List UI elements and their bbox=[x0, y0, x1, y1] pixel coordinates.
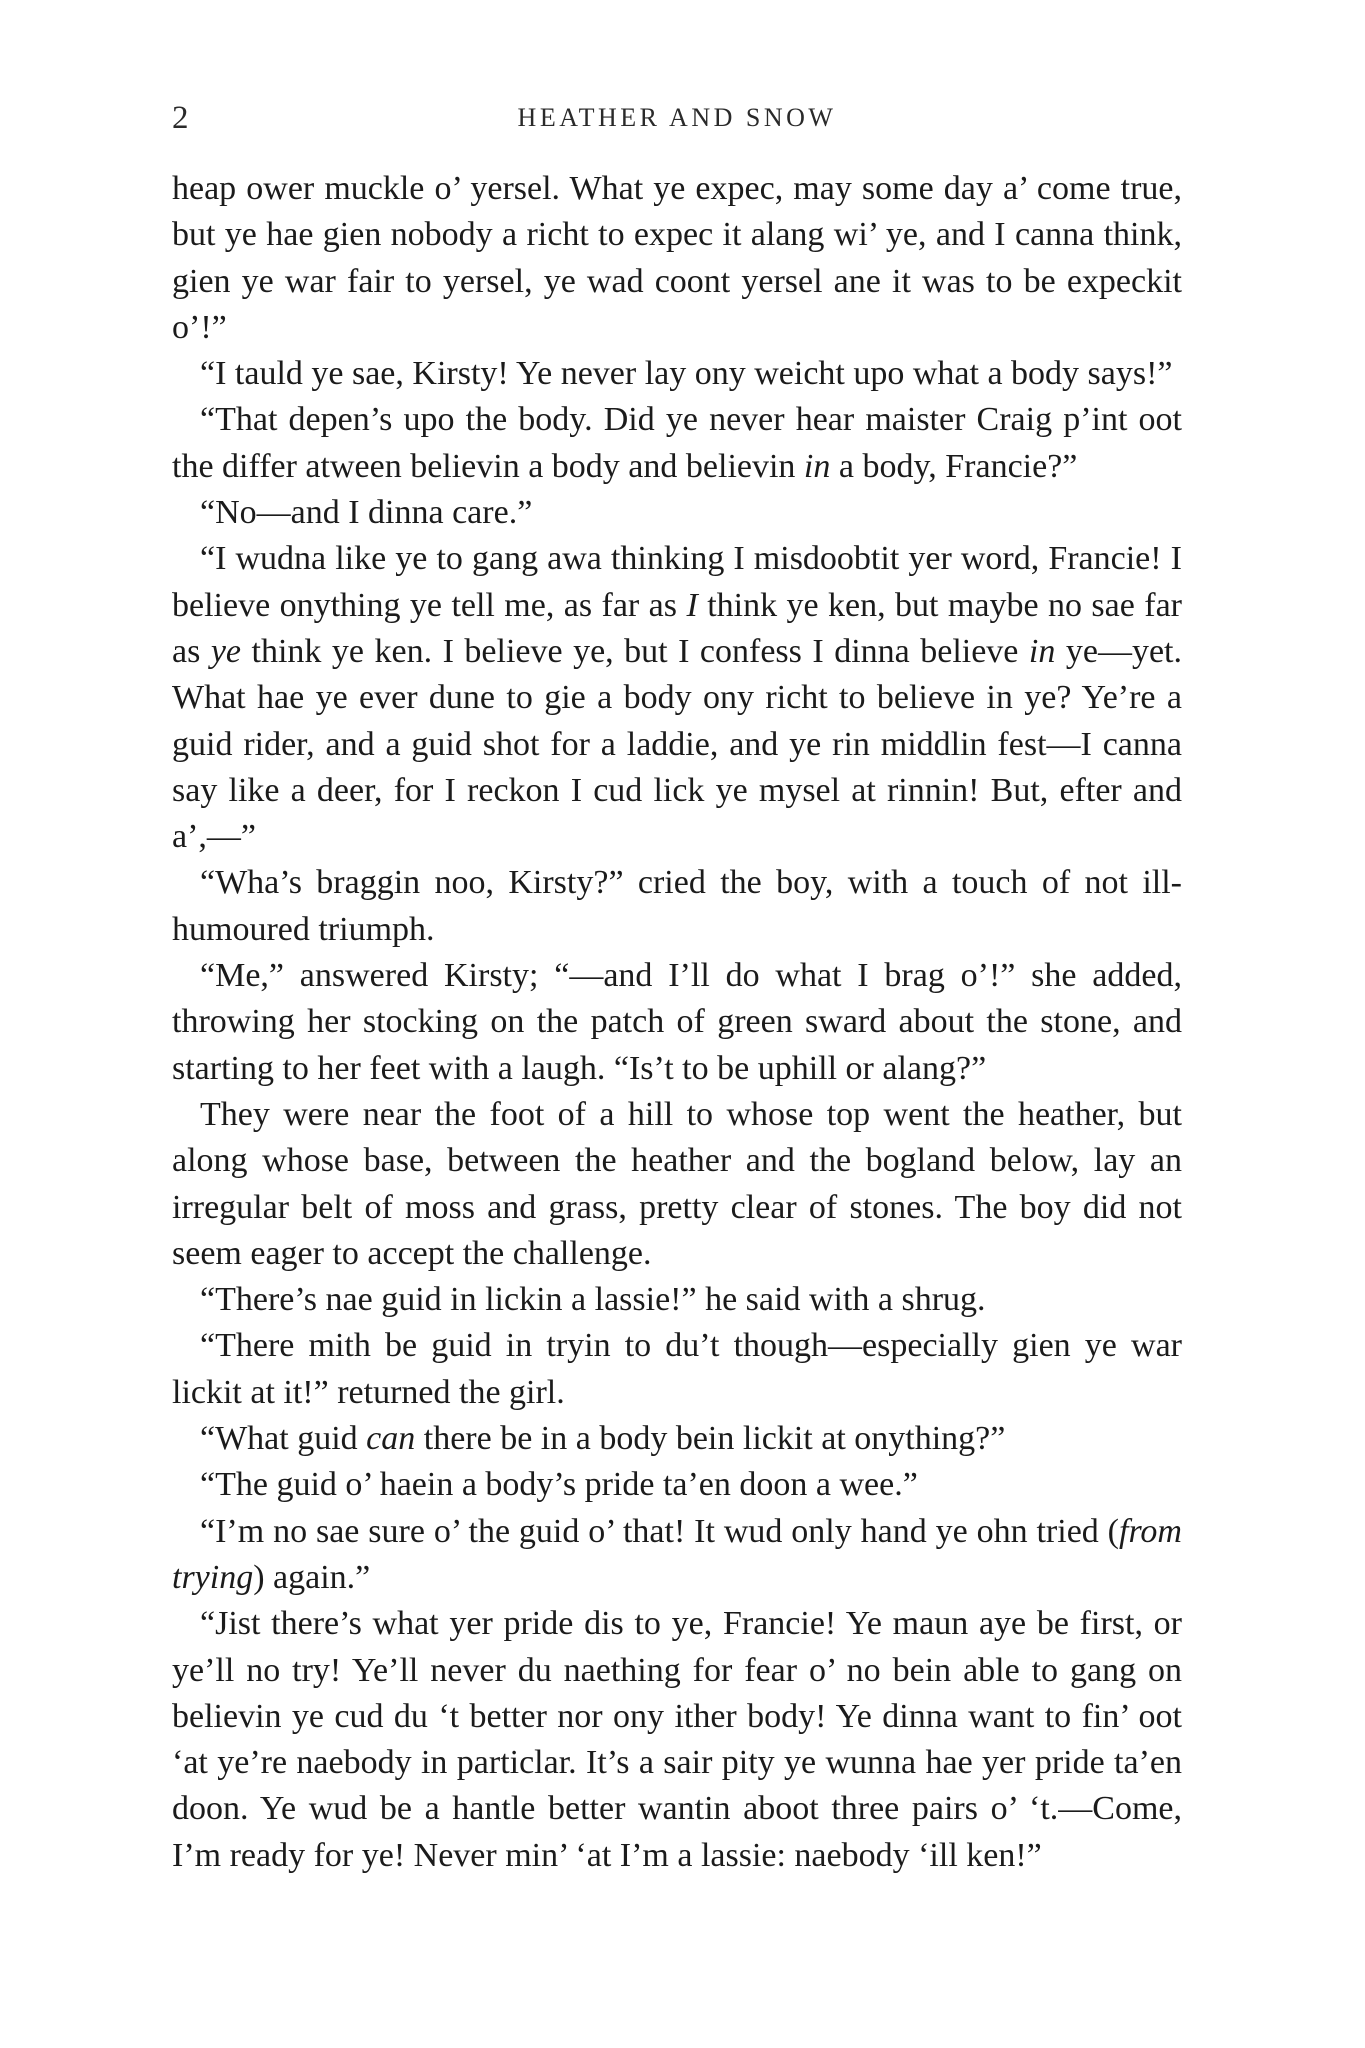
text-run: “That depen’s upo the body. Did ye never hear maister Craig p’int oot the differ atween believin a body and believin bbox=[172, 401, 1182, 485]
paragraph bbox=[172, 1092, 1182, 1277]
text-run: “Wha’s braggin noo, Kirsty?” cried the boy, with a touch of not illhumoured triumph. bbox=[172, 864, 1182, 948]
paragraph bbox=[172, 860, 1182, 953]
text-run: “There mith be guid in tryin to du’t though—especially gien ye war lickit at it!” returned the girl. bbox=[172, 1327, 1182, 1411]
text-run: “What guid bbox=[200, 1420, 367, 1458]
text-run: “Jist there’s what yer pride dis to ye, Francie! Ye maun aye be first, or ye’ll no try! Ye’ll never du naething for fear o’ no bein able to gang on believin ye cud du ‘t better nor ony ither body! Ye dinna want to fin’ oot ‘at ye’re naebody in particlar. It’s a sair pity ye wunna hae yer pride ta’en doon. Ye wud be a hantle better wantin aboot three pairs o’ ‘t.—Come, I’m ready for ye! Never min’ ‘at I’m a lassie: naebody ‘ill ken!” bbox=[172, 1605, 1182, 1874]
text-run: think ye ken. I believe ye, but I confess I dinna believe bbox=[241, 632, 1029, 670]
italic-text: in bbox=[1028, 632, 1056, 670]
text-run: “Me,” answered Kirsty; “—and I’ll do what I brag o’!” she added, throwing her stocking on the patch of green sward about the stone, and starting to her feet with a laugh. “Is’t to be uphill or alang?” bbox=[172, 957, 1182, 1087]
paragraph bbox=[172, 953, 1182, 1092]
text-run: “The guid o’ haein a body’s pride ta’en doon a wee.” bbox=[200, 1466, 918, 1504]
paragraph bbox=[172, 1462, 1182, 1508]
text-run: a body, Francie?” bbox=[830, 447, 1078, 485]
italic-text: ye bbox=[210, 632, 242, 670]
italic-text: I bbox=[686, 586, 698, 624]
italic-text: in bbox=[803, 447, 831, 485]
paragraph bbox=[172, 536, 1182, 860]
text-run: “I wudna like ye to gang awa thinking I misdoobtit yer word, Francie! I believe onything ye tell me, as far as bbox=[172, 540, 1182, 624]
italic-text: from trying bbox=[172, 1512, 1182, 1596]
paragraph bbox=[172, 490, 1182, 536]
text-run: “I tauld ye sae, Kirsty! Ye never lay ony weicht upo what a body says!” bbox=[200, 355, 1173, 393]
paragraph bbox=[172, 351, 1182, 397]
text-run: They were near the foot of a hill to whose top went the heather, but along whose base, between the heather and the bogland below, lay an irregular belt of moss and grass, pretty clear of stones. The boy did not seem eager to accept the challenge. bbox=[172, 1095, 1182, 1272]
paragraph bbox=[172, 1416, 1182, 1462]
text-run: “No—and I dinna care.” bbox=[200, 494, 533, 532]
text-run: heap ower muckle o’ yersel. What ye expec, may some day a’ come true, but ye hae gien nobody a richt to expec it alang wi’ ye, and I canna think, gien ye war fair to yersel, ye wad coont yersel ane it was to be expeckit o’!” bbox=[172, 170, 1182, 346]
body-text bbox=[172, 166, 1182, 1879]
text-run: ) again.” bbox=[253, 1558, 371, 1596]
paragraph bbox=[172, 1601, 1182, 1879]
italic-text: can bbox=[366, 1420, 416, 1458]
text-run: there be in a body bein lickit at onything?” bbox=[415, 1420, 1006, 1458]
page-number: 2 bbox=[172, 100, 189, 136]
paragraph bbox=[172, 1323, 1182, 1416]
paragraph bbox=[172, 1509, 1182, 1602]
paragraph bbox=[172, 1277, 1182, 1323]
text-run: “There’s nae guid in lickin a lassie!” he said with a shrug. bbox=[200, 1281, 986, 1319]
book-title: HEATHER AND SNOW bbox=[517, 103, 837, 132]
text-run: “I’m no sae sure o’ the guid o’ that! It wud only hand ye ohn tried ( bbox=[200, 1512, 1120, 1550]
running-header bbox=[172, 98, 1182, 138]
paragraph bbox=[172, 397, 1182, 490]
text-run: think ye ken, but maybe no sae far as bbox=[172, 586, 1182, 670]
text-run: ye—yet. What hae ye ever dune to gie a body ony richt to believe in ye? Ye’re a guid rider, and a guid shot for a laddie, and ye rin middlin fest—I canna say like a deer, for I reckon I cud lick ye mysel at rinnin! But, efter and a’,—” bbox=[172, 632, 1182, 856]
paragraph bbox=[172, 166, 1182, 351]
